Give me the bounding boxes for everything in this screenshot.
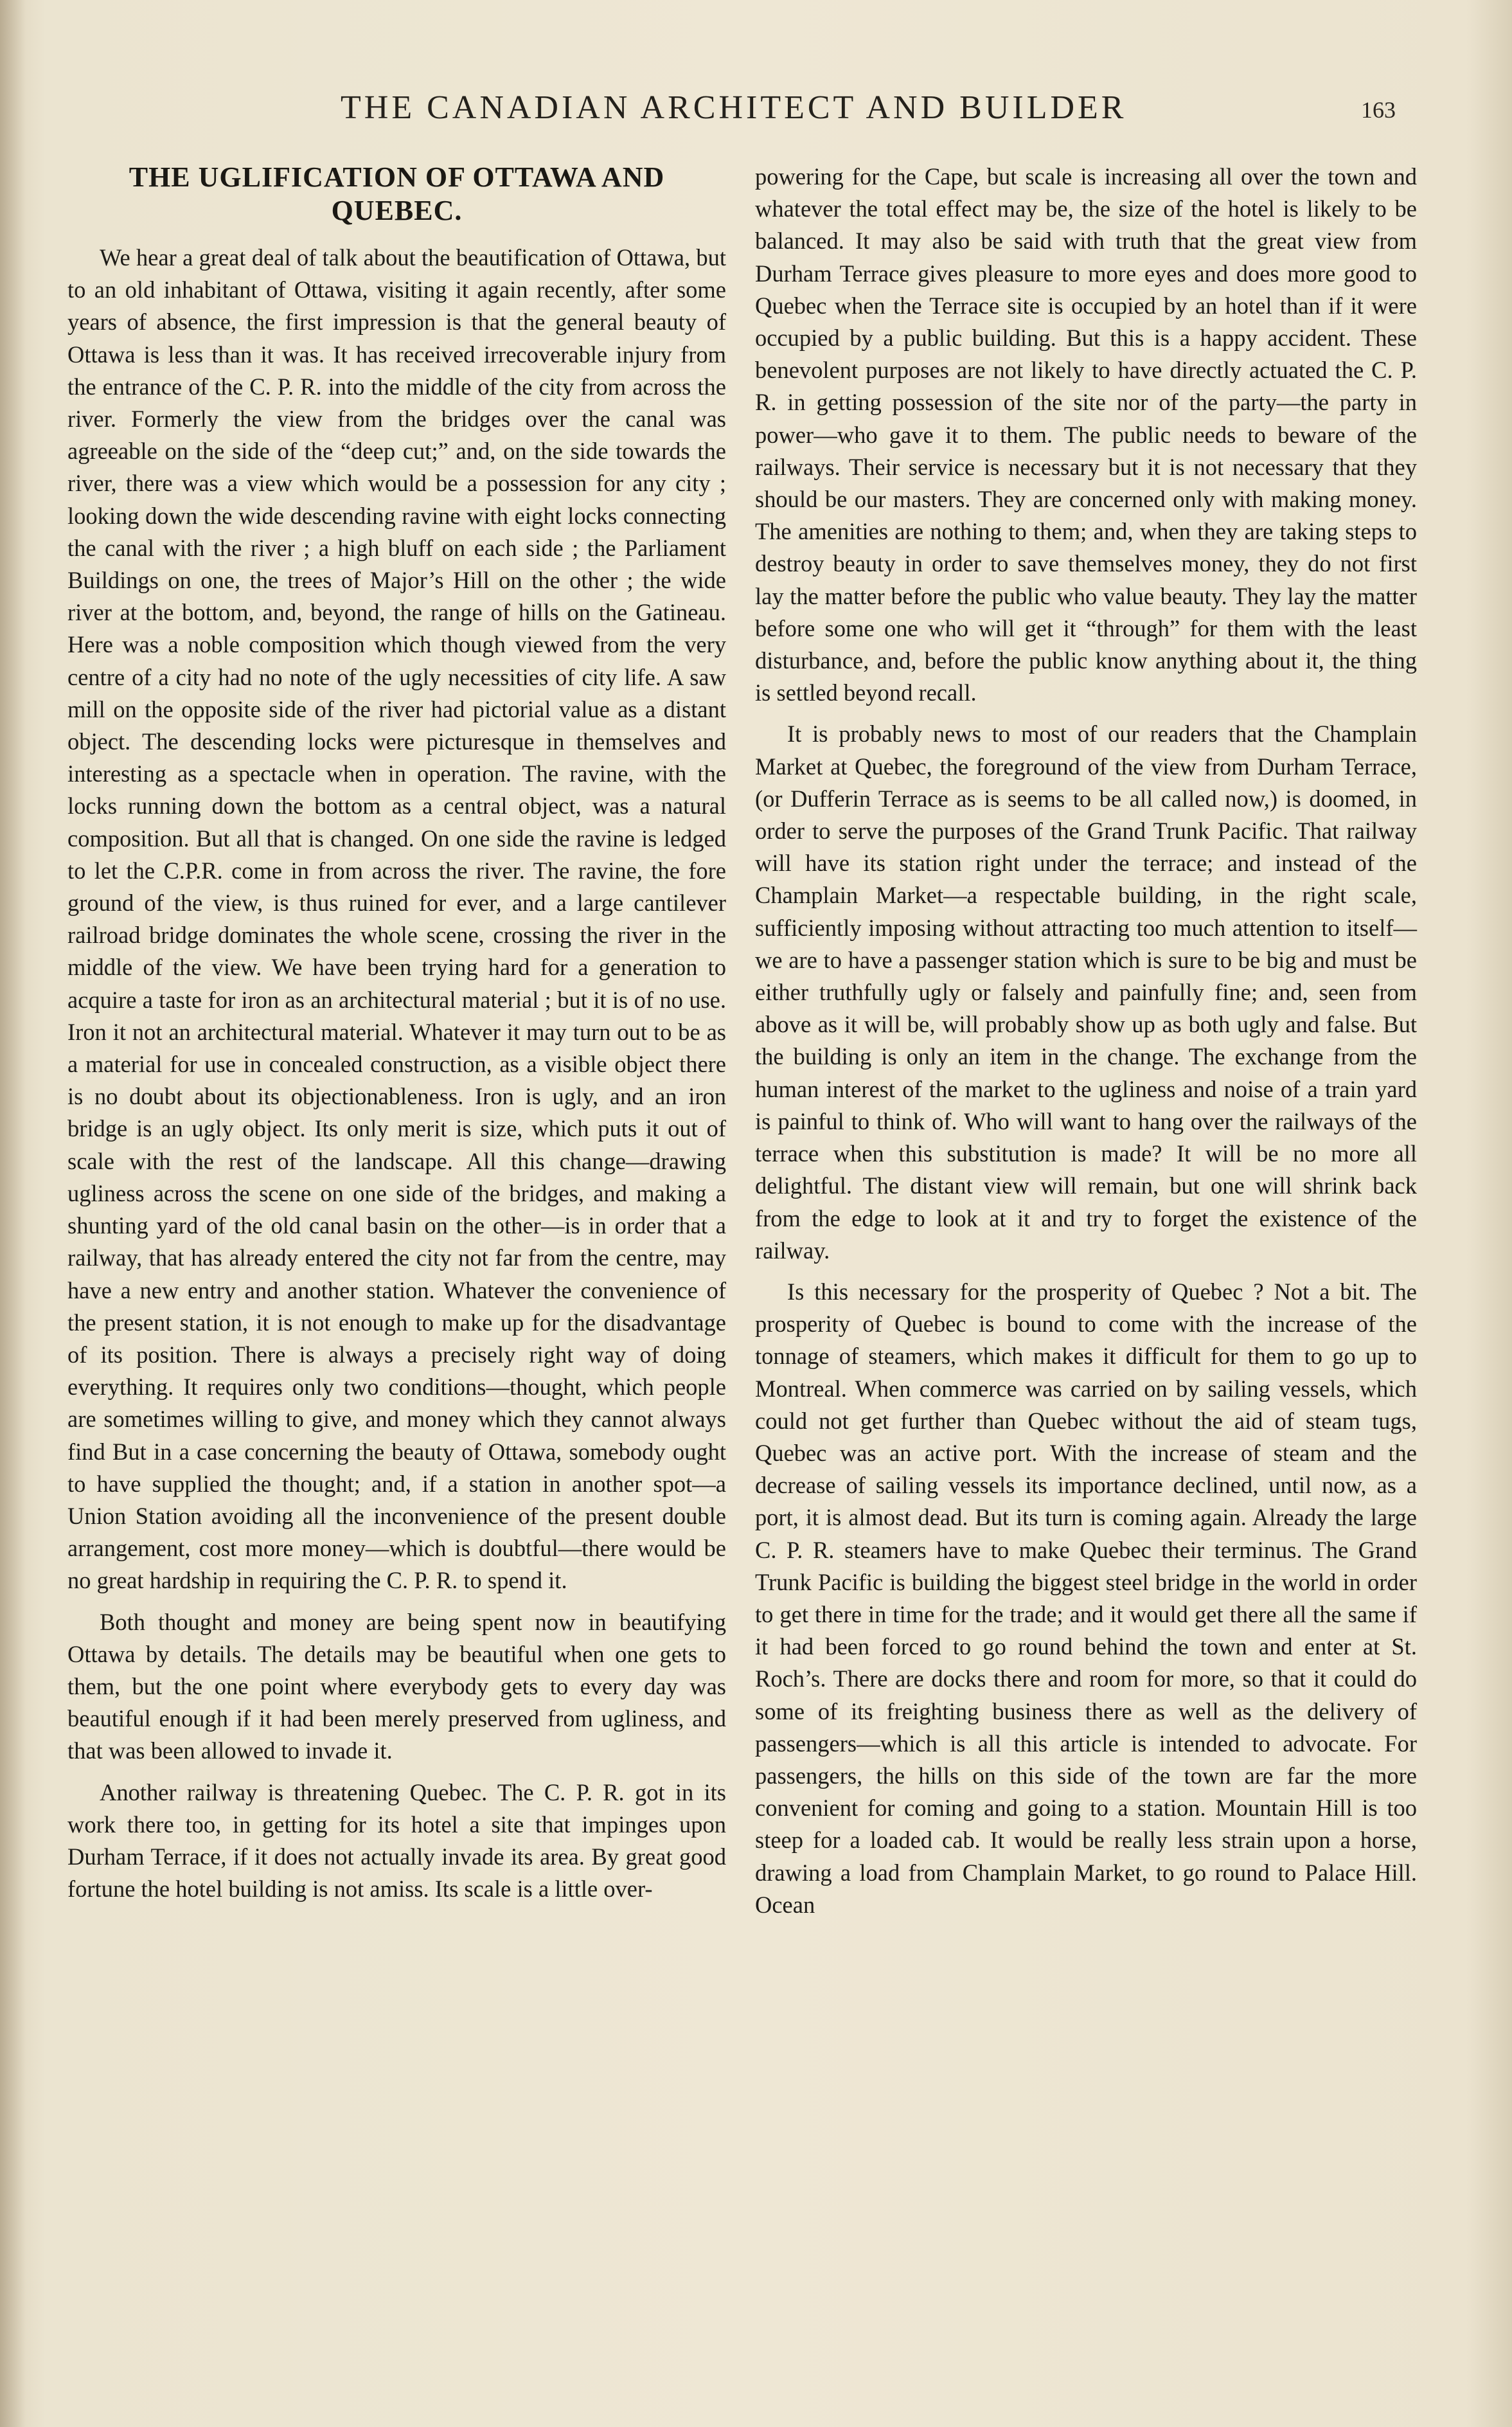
article-title-line-2: QUEBEC. [331, 195, 463, 226]
paragraph-champlain-market: It is probably news to most of our readers that the Champlain Market at Quebec, the foreground of the view from Durham Terrace, (or Dufferin Terrace as is seems to be all called now,) is doomed, in order to serve the purposes of the Grand Trunk Pacific. That railway will have its station right under the terrace; and instead of the Champlain Market—a respectable building, in the right scale, sufficiently imposing without attracting too much attention to itself—we are to have a passenger station which is sure to be big and must be either truthfully ugly or falsely and painfully fine; and, seen from above as it will be, will probably show up as both ugly and false. But the building is only an item in the change. The exchange from the human interest of the market to the ugliness and noise of a train yard is painful to think of. Who will want to hang over the railways of the terrace when this substitution is made? It will be no more all delightful. The distant view will remain, but one will shrink back from the edge to look at it and try to forget the existence of the railway. [755, 721, 1417, 1264]
running-head: THE CANADIAN ARCHITECT AND BUILDER [341, 89, 1127, 126]
left-column [67, 161, 726, 1905]
paragraph-quebec-hotel: Another railway is threatening Quebec. The C. P. R. got in its work there too, in getting for its hotel a site that impinges upon Durham Terrace, if it does not actually invade its area. By great good fortune the hotel building is not amiss. Its scale is a little over- [67, 1778, 726, 1903]
paragraph-quebec-prosperity: Is this necessary for the prosperity of Quebec ? Not a bit. The prosperity of Quebec is bound to come with the increase of the tonnage of steamers, which makes it difficult for them to go up to Montreal. When commerce was carried on by sailing vessels, which could not get further than Quebec without the aid of steam tugs, Quebec was an active port. With the increase of steam and the decrease of sailing vessels its importance declined, until now, as a port, it is almost dead. But its turn is coming again. Already the large C. P. R. steamers have to make Quebec their terminus. The Grand Trunk Pacific is building the biggest steel bridge in the world in order to get there in time for the trade; and it would get there all the same if it had been forced to go round behind the town and enter at St. Roch’s. There are docks there and room for more, so that it could do some of its freighting business there as well as the delivery of passengers—which is all this article is intended to advocate. For passengers, the hills on this side of the town are far the more convenient for coming and going to a station. Mountain Hill is too steep for a loaded cab. It would be really less strain upon a horse, drawing a load from Champlain Market, to go round to Palace Hill. Ocean [755, 1278, 1417, 1918]
right-column [755, 161, 1417, 1921]
paragraph-ottawa-details: Both thought and money are being spent now in beautifying Ottawa by details. The details may be beautiful when one gets to them, but the one point where everybody gets to every day was beautiful enough if it had been merely preserved from ugliness, and that was been allowed to invade it. [67, 1608, 726, 1764]
article-title-line-1: THE UGLIFICATION OF OTTAWA AND [129, 161, 665, 193]
page-number: 163 [1361, 97, 1396, 123]
gutter-shadow [0, 0, 26, 2427]
paragraph-ottawa-station: We hear a great deal of talk about the beautification of Ottawa, but to an old inhabitant of Ottawa, visiting it again recently, after some years of absence, the first impression is that the general beauty of Ottawa is less than it was. It has received irrecoverable injury from the entrance of the C. P. R. into the middle of the city from across the river. Formerly the view from the bridges over the canal was agreeable on the side of the “deep cut;” and, on the side towards the river, there was a view which would be a possession for any city ; looking down the wide descending ravine with eight locks connecting the canal with the river ; a high bluff on each side ; the Parliament Buildings on one, the trees of Major’s Hill on the other ; the wide river at the bottom, and, beyond, the range of hills on the Gatineau. Here was a noble composition which though viewed from the very centre of a city had no note of the ugly necessities of city life. A saw mill on the opposite side of the river had pictorial value as a distant object. The descending locks were picturesque in themselves and interesting as a spectacle when in operation. The ravine, with the locks running down the bottom as a central object, was a natural composition. But all that is changed. On one side the ravine is ledged to let the C.P.R. come in from across the river. The ravine, the fore ground of the view, is thus ruined for ever, and a large cantilever railroad bridge dominates the whole scene, crossing the river in the middle of the view. We have been trying hard for a generation to acquire a taste for iron as an architectural material ; but it is of no use. Iron it not an architectural material. Whatever it may turn out to be as a material for use in concealed construction, as a visible object there is no doubt about its objectionableness. Iron is ugly, and an iron bridge is an ugly object. Its only merit is size, which puts it out of scale with the rest of the landscape. All this change—drawing ugliness across the scene on one side of the bridges, and making a shunting yard of the old canal basin on the other—is in order that a railway, that has already entered the city not far from the centre, may have a new entry and another station. Whatever the convenience of the present station, it is not enough to make up for the disadvantage of its position. There is always a precisely right way of doing everything. It requires only two conditions—thought, which people are sometimes willing to give, and money which they cannot always find But in a case concerning the beauty of Ottawa, somebody ought to have supplied the thought; and, if a station in another spot—a Union Station avoiding all the inconvenience of the present double arrangement, cost more money—which is doubtful—there would be no great hardship in requiring the C. P. R. to spend it. [67, 244, 726, 1594]
paragraph-continuation: powering for the Cape, but scale is increasing all over the town and whatever the total effect may be, the size of the hotel is likely to be balanced. It may also be said with truth that the great view from Durham Terrace gives pleasure to more eyes and does more good to Quebec when the Terrace site is occupied by an hotel than if it were occupied by a public building. But this is a happy accident. These benevolent purposes are not likely to have directly actuated the C. P. R. in getting possession of the site nor of the party—the party in power—who gave it to them. The public needs to beware of the railways. Their service is necessary but it is not necessary that they should be our masters. They are concerned only with making money. The amenities are nothing to them; and, when they are taking steps to destroy beauty in order to save themselves money, they do not first lay the matter before the public who value beauty. They lay the matter before some one who will get it “through” for them with the least disturbance, and, before the public know anything about it, the thing is settled beyond recall. [755, 163, 1417, 706]
article-title [67, 161, 726, 228]
